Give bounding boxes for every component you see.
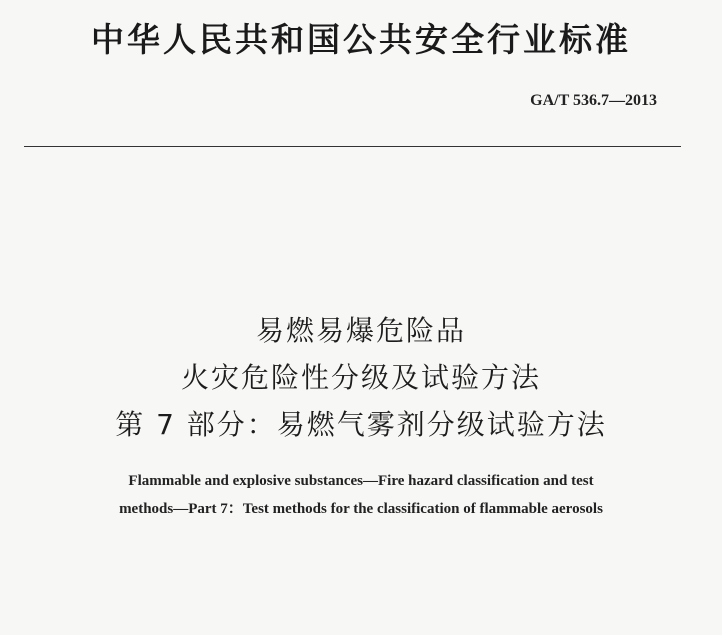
english-title-line-2: methods—Part 7：Test methods for the classification of flammable aerosols bbox=[119, 501, 603, 517]
chinese-title-line-3: 第 7 部分：易燃气雾剂分级试验方法 bbox=[115, 408, 607, 441]
standard-category-title: 中华人民共和国公共安全行业标准 bbox=[91, 20, 631, 59]
header-divider bbox=[24, 146, 681, 147]
standard-code: GA/T 536.7—2013 bbox=[530, 92, 657, 109]
chinese-title-line-1: 易燃易爆危险品 bbox=[255, 314, 466, 347]
english-title-line-1: Flammable and explosive substances—Fire hazard classification and test bbox=[128, 473, 594, 489]
chinese-title-line-2: 火灾危险性分级及试验方法 bbox=[180, 361, 541, 394]
